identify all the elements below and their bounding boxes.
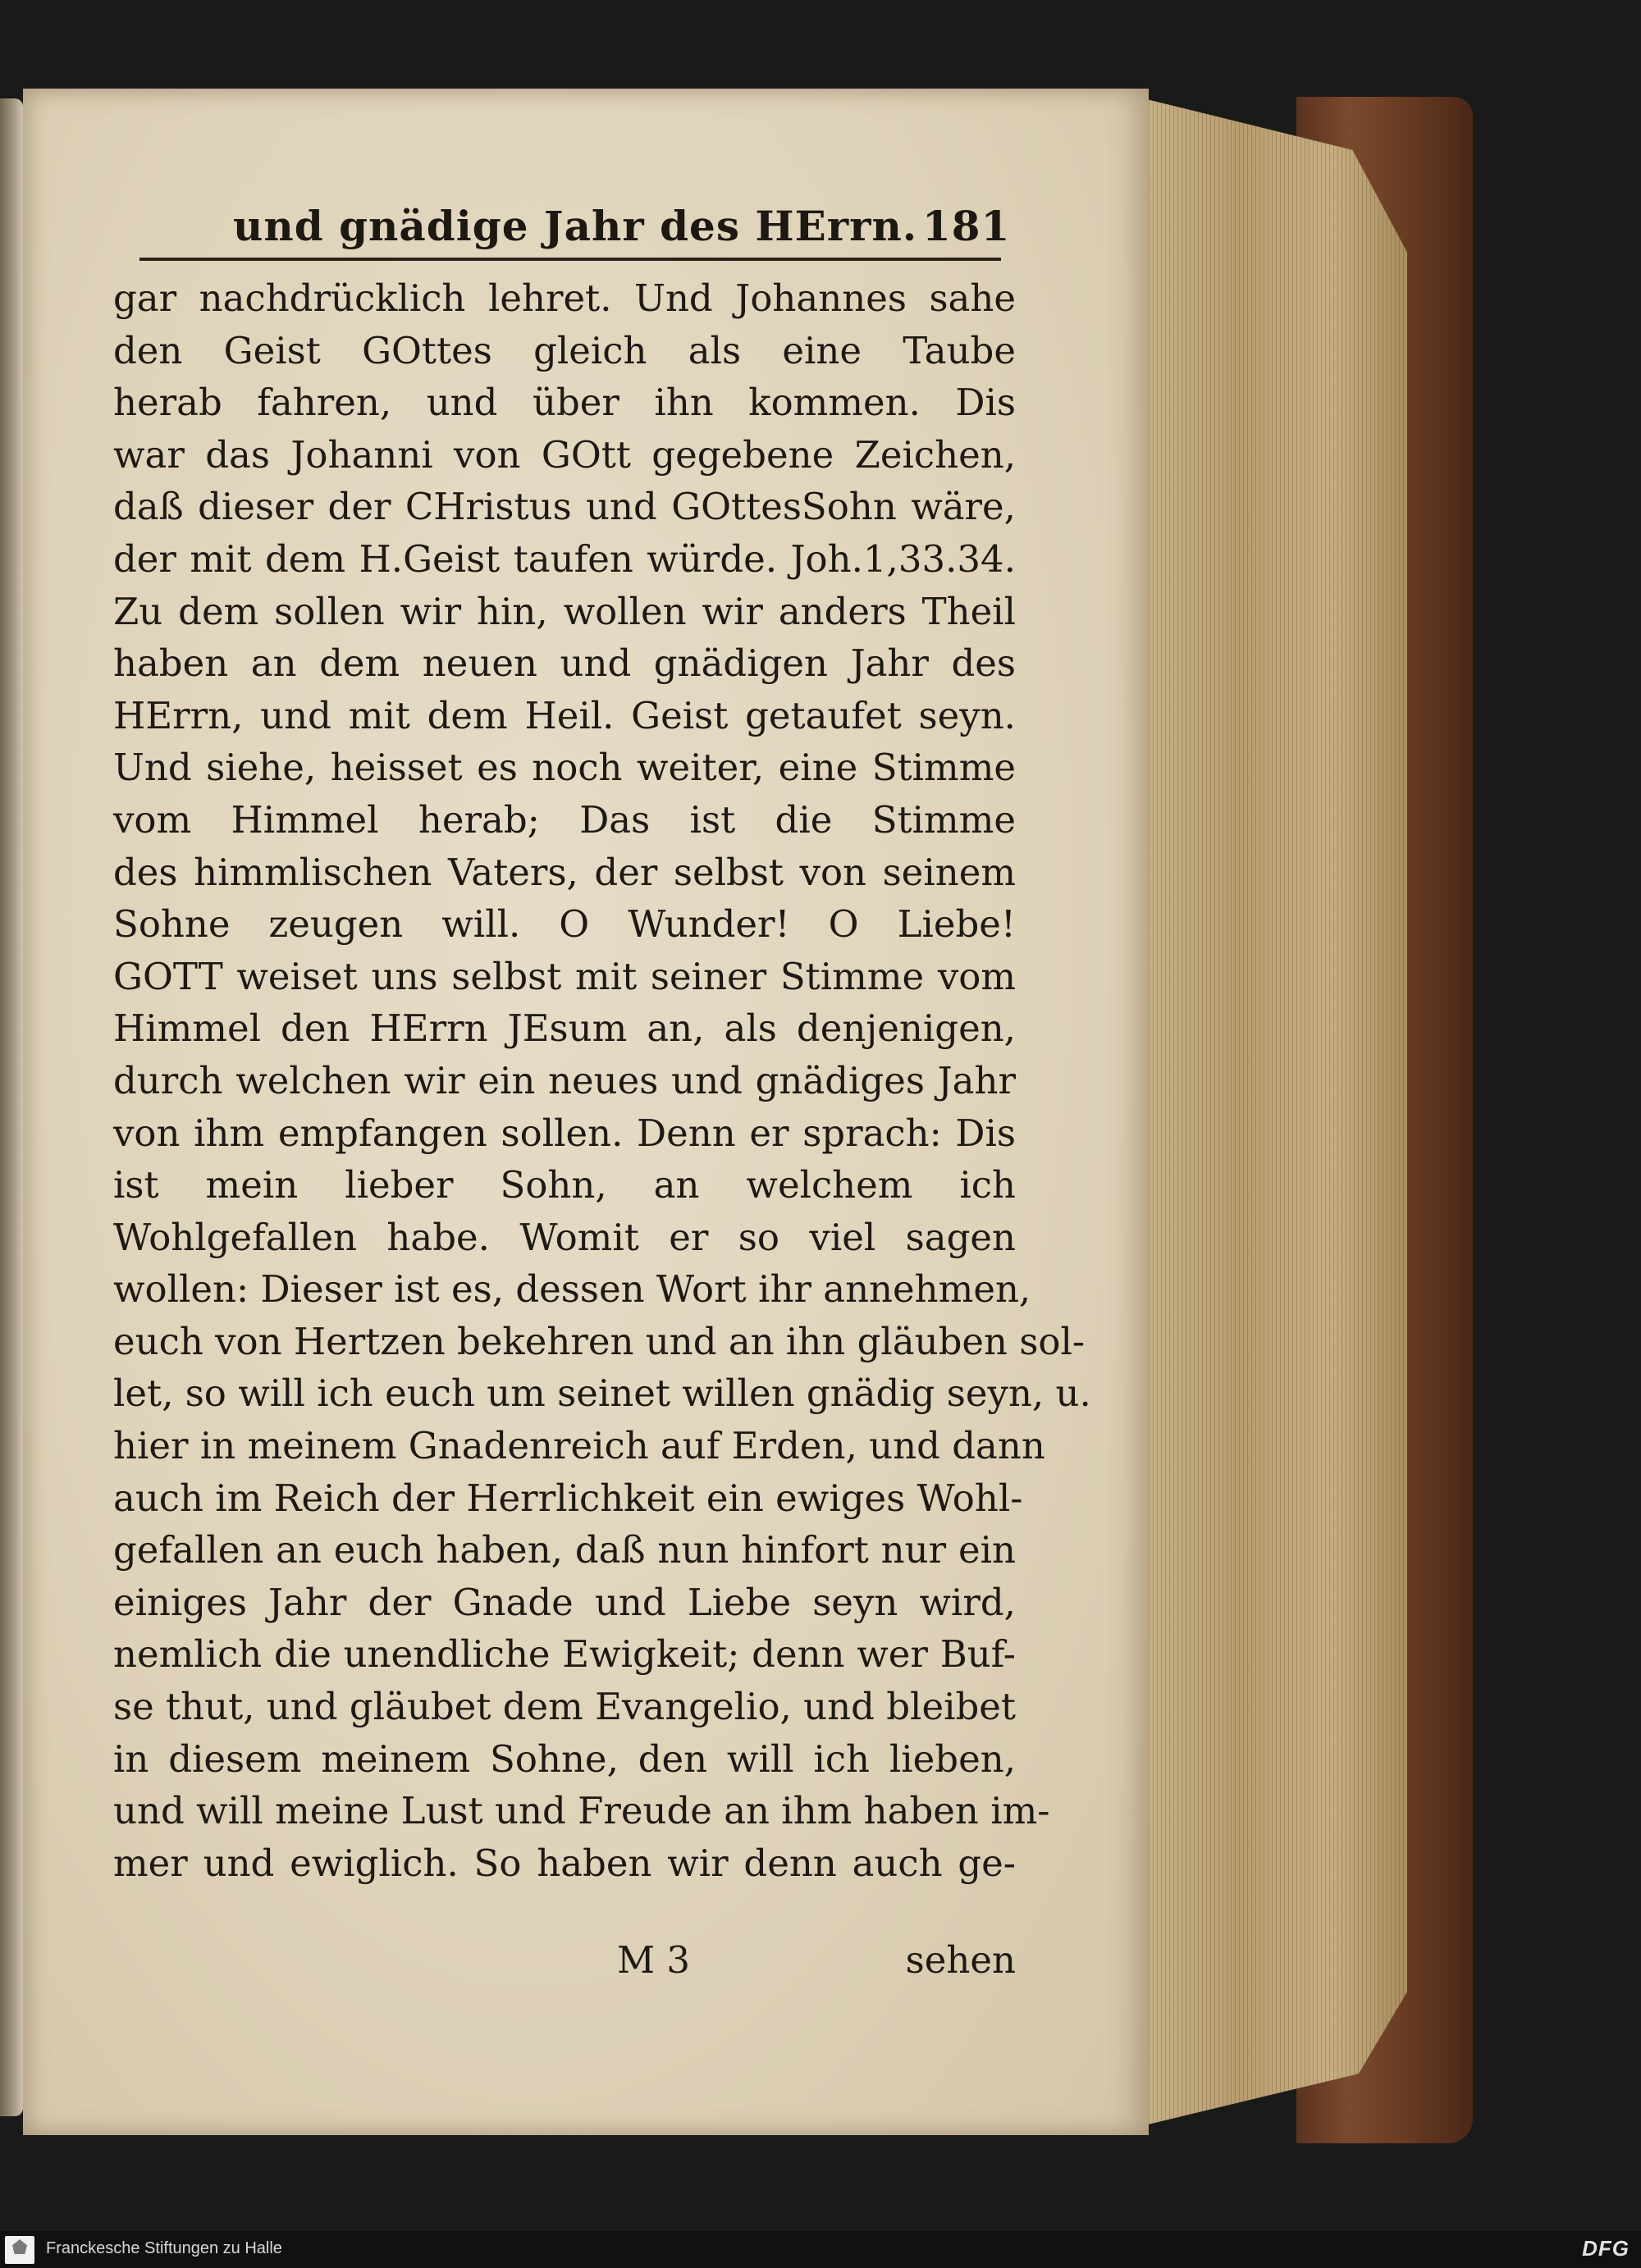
text-line: Sohne zeugen will. O Wunder! O Liebe! [113, 902, 1016, 947]
text-line: Himmel den HErrn JEsum an, als denjenigen, [113, 1006, 1016, 1051]
running-head-title: und gnädige Jahr des HErrn. [233, 202, 918, 250]
text-line: durch welchen wir ein neues und gnädiges Jahr [113, 1058, 1016, 1102]
page-footer [113, 1938, 1016, 1996]
text-line: se thut, und gläubet dem Evangelio, und bleibet [113, 1685, 1016, 1729]
body-text [113, 272, 1091, 1889]
text-line: ist mein lieber Sohn, an welchem ich [113, 1163, 1016, 1207]
text-line: gefallen an euch haben, daß nun hinfort nur ein [113, 1528, 1016, 1572]
text-line: war das Johanni von GOtt gegebene Zeichen, [113, 432, 1016, 477]
text-line: von ihm empfangen sollen. Denn er sprach: Dis [113, 1111, 1016, 1155]
text-line: Zu dem sollen wir hin, wollen wir anders Theil [113, 589, 1016, 633]
catchword: sehen [905, 1938, 1016, 1982]
text-line: mer und ewiglich. So haben wir denn auch ge- [113, 1841, 1016, 1885]
text-line: der mit dem H.Geist taufen würde. Joh.1,33.34. [113, 536, 1016, 581]
running-head [208, 197, 1021, 266]
text-line: vom Himmel herab; Das ist die Stimme [113, 797, 1016, 842]
previous-page-edge [0, 98, 23, 2116]
text-line: daß dieser der CHristus und GOttesSohn wäre, [113, 485, 1016, 529]
text-line: haben an dem neuen und gnädigen Jahr des [113, 641, 1016, 686]
head-rule [139, 258, 1001, 261]
text-line: euch von Hertzen bekehren und an ihn gläuben sol- [113, 1319, 1086, 1363]
text-line: in diesem meinem Sohne, den will ich lieben, [113, 1736, 1016, 1781]
text-line: wollen: Dieser ist es, dessen Wort ihr annehmen, [113, 1267, 1031, 1312]
text-line: Und siehe, heisset es noch weiter, eine Stimme [113, 746, 1016, 790]
text-line: des himmlischen Vaters, der selbst von seinem [113, 850, 1016, 894]
page-number: 181 [922, 202, 1011, 250]
text-line: gar nachdrücklich lehret. Und Johannes sahe [113, 276, 1016, 320]
signature-mark: M 3 [617, 1938, 691, 1982]
text-line: und will meine Lust und Freude an ihm haben im- [113, 1789, 1050, 1833]
institution-footer-bar [0, 2231, 1641, 2268]
dfg-logo: DFG [1582, 2236, 1630, 2261]
institution-name: Franckesche Stiftungen zu Halle [46, 2239, 282, 2257]
text-line: HErrn, und mit dem Heil. Geist getaufet seyn. [113, 693, 1016, 737]
text-line: Wohlgefallen habe. Womit er so viel sagen [113, 1215, 1016, 1259]
text-line: hier in meinem Gnadenreich auf Erden, und dann [113, 1424, 1045, 1468]
institution-logo-icon [5, 2236, 34, 2264]
text-line: auch im Reich der Herrlichkeit ein ewiges Wohl- [113, 1476, 1023, 1520]
text-line: nemlich die unendliche Ewigkeit; denn wer Buf- [113, 1632, 1016, 1677]
text-line: herab fahren, und über ihn kommen. Dis [113, 381, 1016, 425]
text-line: den Geist GOttes gleich als eine Taube [113, 328, 1016, 372]
page-edges [1104, 89, 1407, 2135]
book-page [23, 89, 1149, 2135]
text-line: einiges Jahr der Gnade und Liebe seyn wird, [113, 1580, 1016, 1624]
text-line: let, so will ich euch um seinet willen gnädig seyn, u. [113, 1371, 1091, 1416]
text-line: GOTT weiset uns selbst mit seiner Stimme vom [113, 954, 1016, 998]
